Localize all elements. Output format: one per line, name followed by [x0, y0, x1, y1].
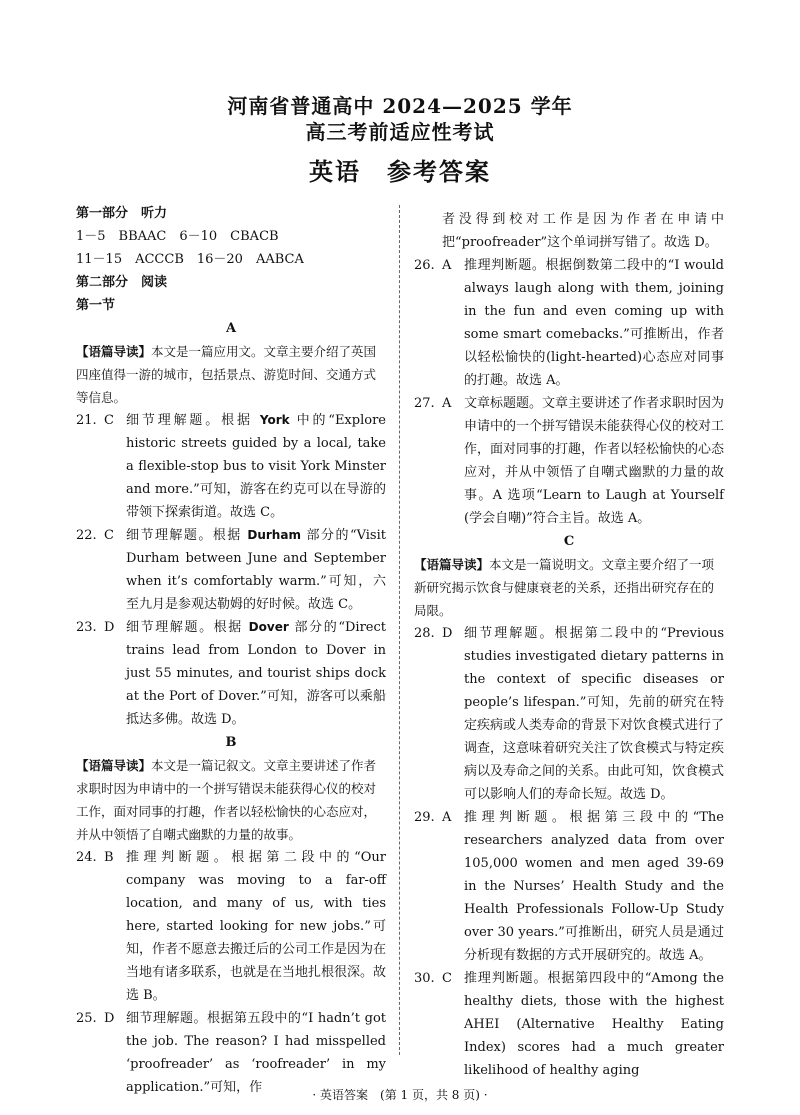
passage-c-intro — [414, 553, 724, 622]
question-21 — [76, 409, 386, 524]
explanation-pre: 细节理解题。根据 — [126, 528, 248, 543]
answer-letter: A — [442, 396, 452, 411]
question-23 — [76, 616, 386, 731]
explanation — [126, 524, 386, 616]
right-column — [414, 208, 724, 1082]
page-title: 英语 参考答案 — [309, 157, 491, 186]
explanation: 推理判断题。根据倒数第二段中的“I would always laugh along with them, joining in the fun and even coming up with some smart comebacks.”可推断出，作者以轻松愉快的(light-hearted)心态应对同事的打趣。故选 A。 — [464, 258, 724, 388]
answer-letter: D — [442, 626, 453, 641]
question-number: 25. — [76, 1011, 97, 1026]
exam-title-line1: 河南省普通高中 2024—2025 学年 — [227, 94, 573, 118]
answer-letter: A — [442, 258, 452, 273]
explanation: 细节理解题。根据第五段中的“I hadn’t got the job. The reason? I had misspelled ‘proofreader’ as ‘roofreader’ in my application.”可知，作 — [126, 1011, 386, 1095]
passage-b-label: B — [225, 735, 237, 750]
keyword: Durham — [247, 528, 301, 542]
answer-letter: C — [104, 528, 114, 543]
page-footer: · 英语答案 (第 1 页，共 8 页) · — [312, 1088, 488, 1102]
question-number: 28. — [414, 626, 435, 641]
explanation-post: 部分的“Visit Durham between June and September when it’s comfortably warm.”可知，六至九月是参观达勒姆的好时候。故选 C。 — [126, 528, 386, 612]
column-divider — [399, 205, 400, 1055]
passage-c-label: C — [563, 534, 575, 549]
question-number: 27. — [414, 396, 435, 411]
explanation — [126, 616, 386, 731]
question-26 — [414, 254, 724, 392]
intro-text: 本文是一篇说明文。文章主要介绍了一项新研究揭示饮食与健康衰老的关系，还指出研究存在的局限。 — [414, 557, 715, 618]
left-column — [76, 202, 386, 1099]
question-24 — [76, 846, 386, 1007]
explanation-post: 中的“Explore historic streets guided by a local, take a flexible-stop bus to visit York Minster and more.”可知，游客在约克可以在导游的带领下探索街道。故选 C。 — [126, 413, 386, 520]
answer-letter: B — [104, 850, 114, 865]
keyword: Dover — [248, 620, 289, 634]
explanation-pre: 细节理解题。根据 — [126, 413, 260, 428]
passage-b-intro — [76, 754, 386, 846]
question-number: 23. — [76, 620, 97, 635]
question-number: 26. — [414, 258, 435, 273]
question-25-continued: 者没得到校对工作是因为作者在申请中把“proofreader”这个单词拼写错了。故选 D。 — [442, 212, 724, 250]
explanation: 推理判断题。根据第二段中的“Our company was moving to a far-off location, and many of us, with ties here, started looking for new jobs.”可知，作者不愿意去搬迁后的公司工作是因为在当地有诸多联系，也就是在当地扎根很深。故选 B。 — [126, 850, 387, 1003]
explanation: 推理判断题。根据第三段中的“The researchers analyzed data from over 105,000 women and men aged 39-69 in the Nurses’ Health Study and the Health Professionals Follow-Up Study over 30 years.”可推断出，研究人员是通过分析现有数据的方式开展研究的。故选 A。 — [464, 810, 724, 963]
answer-letter: A — [442, 810, 452, 825]
intro-text: 本文是一篇应用文。文章主要介绍了英国四座值得一游的城市，包括景点、游览时间、交通方式等信息。 — [76, 344, 377, 405]
question-number: 24. — [76, 850, 97, 865]
question-27 — [414, 392, 724, 530]
answer-letter: D — [104, 620, 115, 635]
answers-1-10: 1－5 BBAAC 6－10 CBACB — [76, 229, 279, 244]
answer-letter: C — [442, 971, 452, 986]
intro-tag: 【语篇导读】 — [76, 758, 152, 773]
section1-heading: 第一节 — [76, 298, 116, 313]
passage-a-intro — [76, 340, 386, 409]
part2-heading: 第二部分 阅读 — [76, 275, 168, 290]
question-29 — [414, 806, 724, 967]
question-number: 21. — [76, 413, 97, 428]
question-number: 30. — [414, 971, 435, 986]
explanation: 推理判断题。根据第四段中的“Among the healthy diets, those with the highest AHEI (Alternative Healthy Eating Index) scores had a much greater likelihood of healthy aging — [464, 971, 724, 1078]
intro-text: 本文是一篇记叙文。文章主要讲述了作者求职时因为申请中的一个拼写错误未能获得心仪的校对工作，面对同事的打趣，作者以轻松愉快的心态应对，并从中领悟了自嘲式幽默的力量的故事。 — [76, 758, 377, 842]
intro-tag: 【语篇导读】 — [414, 557, 490, 572]
exam-title-line2: 高三考前适应性考试 — [305, 120, 495, 144]
answer-letter: C — [104, 413, 114, 428]
question-22 — [76, 524, 386, 616]
part1-heading: 第一部分 听力 — [76, 206, 168, 221]
explanation: 细节理解题。根据第二段中的“Previous studies investigated dietary patterns in the context of specific diseases or people’s lifespan.”可知，先前的研究在特定疾病或人类寿命的背景下对饮食模式进行了调查，这意味着研究关注了饮食模式与特定疾病以及寿命之间的关系。由此可知，饮食模式可以影响人们的寿命长短。故选 D。 — [464, 626, 725, 802]
explanation-post: 部分的“Direct trains lead from London to Dover in just 55 minutes, and tourist ships dock at the Port of Dover.”可知，游客可以乘船抵达多佛。故选 D。 — [126, 620, 386, 727]
answers-11-20: 11－15 ACCCB 16－20 AABCA — [76, 252, 304, 267]
intro-tag: 【语篇导读】 — [76, 344, 152, 359]
question-28 — [414, 622, 724, 806]
explanation: 文章标题题。文章主要讲述了作者求职时因为申请中的一个拼写错误未能获得心仪的校对工作，面对同事的打趣，作者以轻松愉快的心态应对，并从中领悟了自嘲式幽默的力量的故事。A 选项“Learn to Laugh at Yourself (学会自嘲)”符合主旨。故选 A。 — [464, 396, 725, 526]
explanation — [126, 409, 386, 524]
question-number: 22. — [76, 528, 97, 543]
explanation-pre: 细节理解题。根据 — [126, 620, 249, 635]
passage-a-label: A — [225, 321, 237, 336]
question-number: 29. — [414, 810, 435, 825]
question-30 — [414, 967, 724, 1082]
answer-letter: D — [104, 1011, 115, 1026]
keyword: York — [259, 413, 290, 427]
